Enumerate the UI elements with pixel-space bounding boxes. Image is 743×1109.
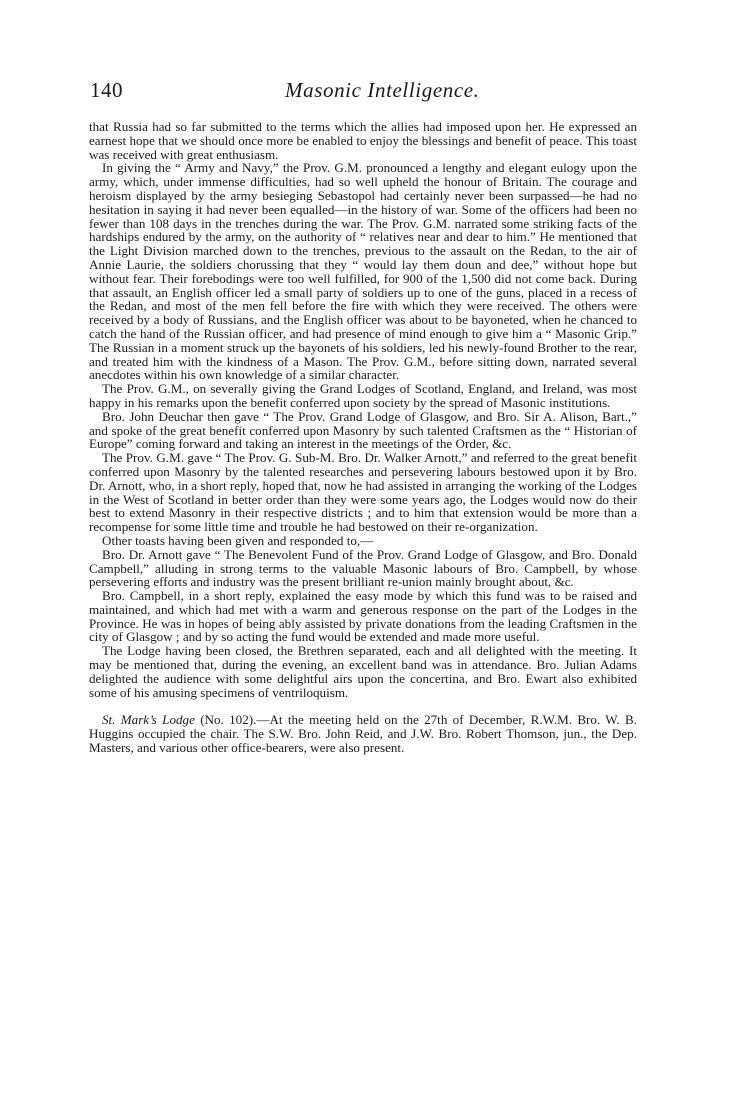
paragraph-st-marks-lodge [89, 713, 637, 754]
paragraph-continued: that Russia had so far submitted to the terms which the allies had imposed upon her. He expressed an earnest hope that we should once more be enabled to enjoy the blessings and benefit of peace. This toast was received with great enthusiasm. [89, 119, 637, 162]
paragraph-army-navy-toast: In giving the “ Army and Navy,” the Prov. G.M. pronounced a lengthy and elegant eulogy upon the army, which, under immense difficulties, had so well upheld the honour of Britain. The courage and heroism displayed by the army besieging Sebastopol had certainly never been surpassed—he had no hesitation in saying it had never been equalled—in the history of war. Some of the officers had been no fewer than 108 days in the trenches during the war. The Prov. G.M. narrated some striking facts of the hardships endured by the army, on the authority of “ relatives near and dear to him.” He mentioned that the Light Division marched down to the trenches, previous to the assault on the Redan, to the air of Annie Laurie, the soldiers chorussing that they “ would lay them doun and dee,” without hope but without fear. Their forebodings were too well fulfilled, for 900 of the 1,500 did not come back. During that assault, an English officer led a small party of soldiers up to one of the guns, placed in a recess of the Redan, and most of the men fell before the fire with which they were received. The others were received by a body of Russians, and the English officer was about to be bayoneted, when he chanced to catch the hand of the Russian officer, and had presence of mind enough to give him a “ Masonic Grip.” The Russian in a moment struck up the bayonets of his soldiers, led his newly-found Brother to the rear, and treated him with the kindness of a Mason. The Prov. G.M., before sitting down, narrated several anecdotes within his own knowledge of a similar character. [89, 160, 637, 383]
article-body [89, 120, 637, 755]
paragraph-benevolent-fund: Bro. Dr. Arnott gave “ The Benevolent Fund of the Prov. Grand Lodge of Glasgow, and Bro. Donald Campbell,” alluding in strong terms to the valuable Masonic labours of Bro. Campbell, by whose persevering efforts and industry was the present brilliant re-union mainly brought about, &c. [89, 546, 637, 590]
paragraph-campbell-reply: Bro. Campbell, in a short reply, explained the easy mode by which this fund was to be raised and maintained, and which had met with a warm and generous response on the part of the Lodges in the Province. He was in hopes of being ably assisted by private donations from the leading Craftsmen in the city of Glasgow ; and by so acting the fund would be extended and made more useful. [89, 588, 637, 645]
running-title: Masonic Intelligence. [285, 78, 480, 102]
paragraph-lodge-closed: The Lodge having been closed, the Brethren separated, each and all delighted with the meeting. It may be mentioned that, during the evening, an excellent band was in attendance. Bro. Julian Adams delighted the audience with some delightful airs upon the concertina, and Bro. Ewart also exhibited some of his amusing specimens of ventriloquism. [89, 643, 637, 700]
page-header [90, 78, 650, 104]
paragraph-grand-lodges-toast: The Prov. G.M., on severally giving the Grand Lodges of Scotland, England, and Ireland, was most happy in his remarks upon the benefit conferred upon society by the spread of Masonic institutions. [89, 381, 637, 410]
paragraph-other-toasts: Other toasts having been given and responded to,— [102, 532, 374, 548]
paragraph-deuchar-toast: Bro. John Deuchar then gave “ The Prov. Grand Lodge of Glasgow, and Bro. Sir A. Alison, Bart.,” and spoke of the great benefit conferred upon Masonry by such talented Craftsmen as the “ Historian of Europe” coming forward and taking an interest in the meetings of the Order, &c. [89, 408, 637, 452]
lodge-name: St. Mark’s Lodge [102, 712, 195, 728]
paragraph-arnott-toast: The Prov. G.M. gave “ The Prov. G. Sub-M. Bro. Dr. Walker Arnott,” and referred to the great benefit conferred upon Masonry by the talented researches and persevering labours bestowed upon it by Bro. Dr. Arnott, who, in a short reply, hoped that, now he had assisted in arranging the working of the Lodges in the West of Scotland in better order than they were some years ago, the Lodges would now do their best to extend Masonry in their respective districts ; and to him that extension would be more than a recompense for some little time and trouble he had bestowed on their re-organization. [89, 450, 637, 535]
page-number: 140 [90, 78, 123, 102]
lodge-report-text: (No. 102).—At the meeting held on the 27th of December, R.W.M. Bro. W. B. Huggins occupied the chair. The S.W. Bro. John Reid, and J.W. Bro. Robert Thomson, jun., the Dep. Masters, and various other office-bearers, were also present. [89, 712, 637, 756]
